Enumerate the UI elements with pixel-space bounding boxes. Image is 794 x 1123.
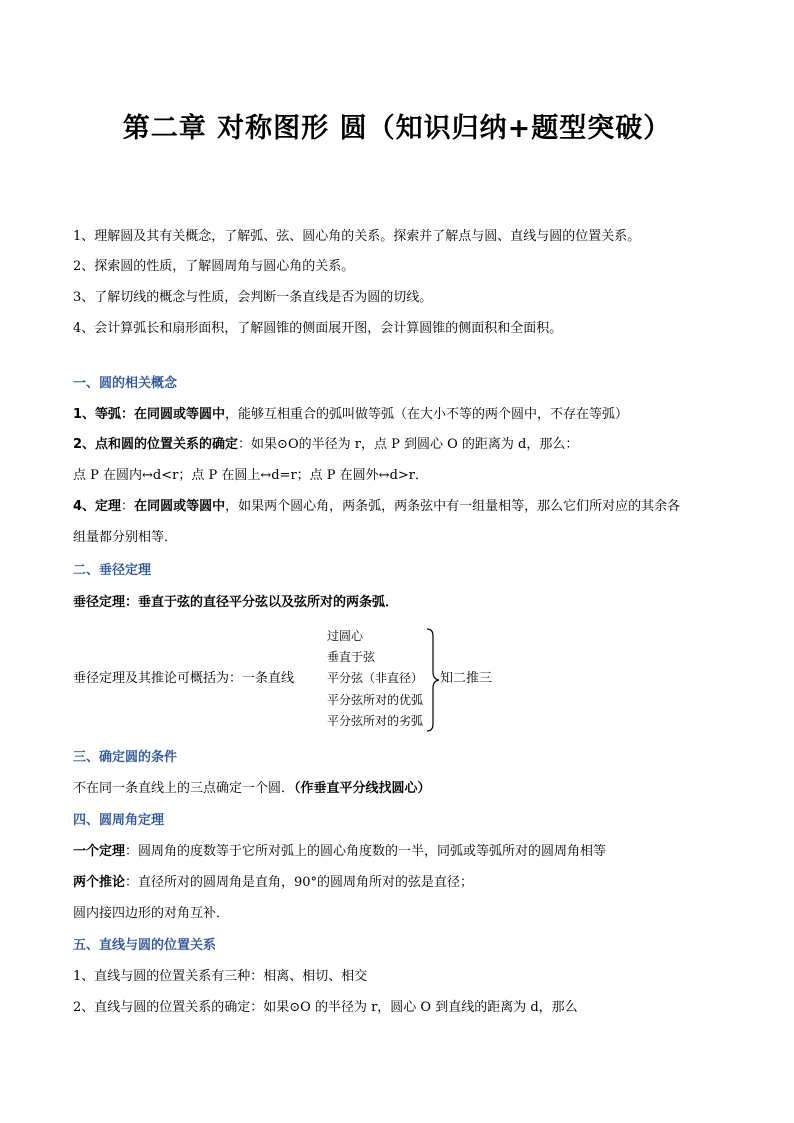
perpendicular-diameter-statement [73, 594, 398, 612]
term-label: 4、定理 [73, 499, 122, 514]
term-label: 2、点和圆的位置关系的确定 [73, 437, 239, 452]
colon: ： [121, 499, 135, 514]
section-heading-1: 一、圆的相关概念 [73, 376, 178, 391]
paragraph-equal-arcs [73, 406, 628, 424]
condition-item: 平分弦所对的劣弧 [327, 713, 424, 728]
paragraph-theorem [73, 498, 680, 516]
paragraph-cyclic-quadrilateral: 圆内接四边形的对角互补． [73, 906, 230, 921]
paragraph-point-circle [73, 436, 578, 454]
statement-bold: 垂径定理：垂直于弦的直径平分弦以及弦所对的两条弧． [73, 595, 399, 610]
brace-condition-list [327, 626, 423, 732]
objective-1: 1、理解圆及其有关概念，了解弧、弦、圆心角的关系。探索并了解点与圆、直线与圆的位置关系。 [73, 229, 641, 244]
term-label: 两个推论 [73, 875, 126, 890]
paragraph-theorem-cont: 组量都分别相等． [73, 530, 178, 545]
page-title: 第二章 对称图形 圆（知识归纳+题型突破） [122, 113, 672, 144]
theorem-summary-brace [73, 626, 633, 734]
condition-item: 过圆心 [327, 629, 364, 643]
paragraph-point-positions: 点 P 在圆内↔d<r；点 P 在圆上↔d=r；点 P 在圆外↔d>r． [73, 468, 428, 483]
paragraph-text: ：圆周角的度数等于它所对弧上的圆心角度数的一半，同弧或等弧所对的圆周角相等 [125, 844, 607, 859]
condition-item: 平分弦（非直径） [327, 671, 424, 686]
paragraph-line-circle-determination: 2、直线与圆的位置关系的确定：如果⊙O 的半径为 r，圆心 O 到直线的距离为 d，那么 [73, 1000, 578, 1015]
section-heading-4: 四、圆周角定理 [73, 813, 165, 828]
objective-3: 3、了解切线的概念与性质，会判断一条直线是否为圆的切线。 [73, 290, 433, 305]
paragraph-corollaries [73, 874, 473, 892]
section-heading-5: 五、直线与圆的位置关系 [73, 938, 217, 953]
paragraph-inscribed-angle-theorem [73, 843, 606, 861]
paragraph-text: ：如果⊙O的半径为 r，点 P 到圆心 O 的距离为 d，那么： [238, 437, 579, 452]
condition-item: 平分弦所对的优弧 [327, 692, 424, 707]
right-curly-brace-icon [425, 628, 441, 732]
paragraph-text: ，如果两个圆心角，两条弧，两条弦中有一组量相等，那么它们所对应的其余各 [225, 499, 681, 514]
paragraph-text: 不在同一条直线上的三点确定一个圆． [73, 781, 295, 796]
paragraph-text: ，能够互相重合的弧叫做等弧（在大小不等的两个圆中，不存在等弧） [225, 407, 629, 422]
term-emphasis: 在同圆或等圆中 [134, 499, 226, 514]
summary-lead: 垂径定理及其推论可概括为：一条直线 [73, 671, 295, 686]
term-emphasis: （作垂直平分线找圆心） [294, 781, 431, 796]
condition-item: 垂直于弦 [327, 650, 376, 665]
term-label: 1、等弧：在同圆或等圆中 [73, 407, 226, 422]
objective-4: 4、会计算弧长和扇形面积，了解圆锥的侧面展开图，会计算圆锥的侧面积和全面积。 [73, 321, 563, 336]
summary-result: 知二推三 [440, 671, 493, 686]
section-heading-2: 二、垂径定理 [73, 563, 152, 578]
paragraph-three-points [73, 780, 431, 798]
paragraph-line-circle-types: 1、直线与圆的位置关系有三种：相离、相切、相交 [73, 969, 368, 984]
term-label: 一个定理 [73, 844, 126, 859]
objective-2: 2、探索圆的性质，了解圆周角与圆心角的关系。 [73, 259, 355, 274]
section-heading-3: 三、确定圆的条件 [73, 750, 178, 765]
paragraph-text: ：直径所对的圆周角是直角，90°的圆周角所对的弦是直径； [125, 875, 474, 890]
